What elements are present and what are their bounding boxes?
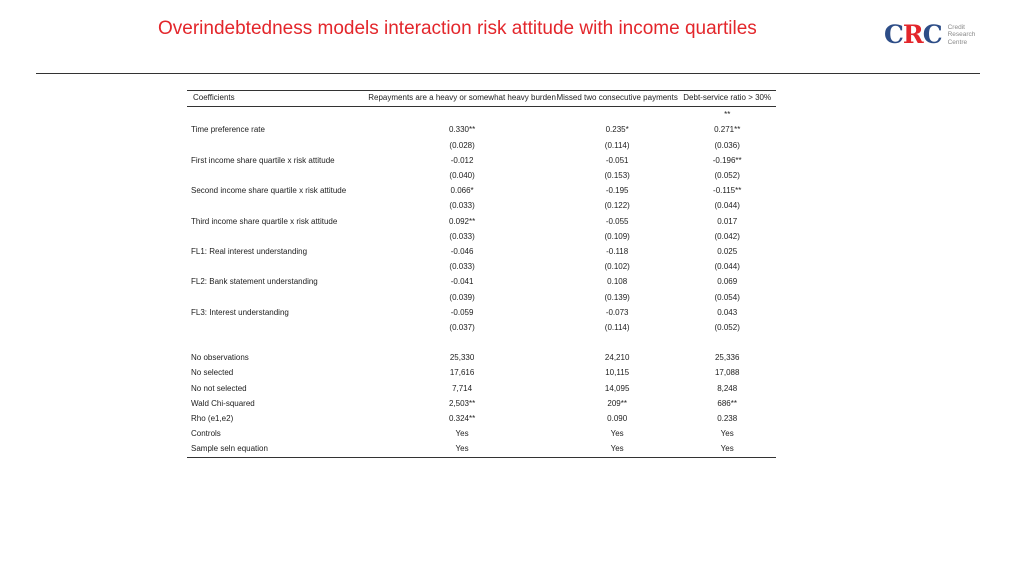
spacer-row bbox=[187, 335, 776, 350]
coefficient-row bbox=[187, 305, 776, 320]
table-cell: (0.109) bbox=[604, 231, 630, 241]
stats-row bbox=[187, 396, 776, 411]
row-label: Sample seln equation bbox=[187, 441, 368, 457]
row-label bbox=[187, 198, 368, 213]
coefficient-row bbox=[187, 122, 776, 137]
table-cell: 0.025 bbox=[717, 246, 738, 256]
stderr-row bbox=[187, 138, 776, 153]
table-cell: (0.122) bbox=[604, 201, 630, 211]
table-cell: (0.054) bbox=[714, 292, 740, 302]
row-label: No observations bbox=[191, 353, 249, 363]
table-cell: (0.033) bbox=[449, 231, 475, 241]
table-cell: Yes bbox=[455, 429, 469, 439]
table-cell: (0.102) bbox=[604, 262, 630, 272]
row-label bbox=[187, 107, 368, 123]
table-cell: (0.042) bbox=[714, 231, 740, 241]
table-cell: 0.108 bbox=[607, 277, 628, 287]
logo-letter-c2: C bbox=[922, 20, 942, 49]
stats-row bbox=[187, 441, 776, 457]
stars-row bbox=[187, 107, 776, 123]
table-cell: (0.039) bbox=[449, 292, 475, 302]
coefficient-row bbox=[187, 183, 776, 198]
stats-row bbox=[187, 350, 776, 365]
stderr-row bbox=[187, 168, 776, 183]
logo-letter-c1: C bbox=[884, 20, 903, 49]
table-cell: 14,095 bbox=[604, 383, 630, 393]
stats-row bbox=[187, 411, 776, 426]
table-cell: Yes bbox=[556, 441, 678, 457]
table-cell: (0.114) bbox=[604, 140, 630, 150]
table-cell: (0.044) bbox=[714, 262, 740, 272]
table-cell: 17,616 bbox=[449, 368, 475, 378]
table-cell: -0.051 bbox=[605, 155, 629, 165]
coefficient-row bbox=[187, 244, 776, 259]
table-cell: (0.044) bbox=[714, 201, 740, 211]
table-cell: (0.040) bbox=[449, 171, 475, 181]
table-cell: 0.017 bbox=[717, 216, 738, 226]
table-cell: 0.330** bbox=[448, 125, 476, 135]
stderr-row bbox=[187, 259, 776, 274]
slide-title: Overindebtedness models interaction risk attitude with income quartiles bbox=[158, 18, 757, 39]
header-heavy-burden: Repayments are a heavy or somewhat heavy burden bbox=[368, 91, 556, 107]
row-label bbox=[187, 168, 368, 183]
table-cell: 0.043 bbox=[717, 307, 738, 317]
title-divider bbox=[36, 73, 980, 74]
table-cell: -0.055 bbox=[605, 216, 629, 226]
table-cell: 0.066* bbox=[450, 186, 474, 196]
table-cell: Yes bbox=[368, 441, 556, 457]
table-cell: 209** bbox=[607, 398, 627, 408]
table-cell: 25,336 bbox=[714, 353, 740, 363]
header-coefficients: Coefficients bbox=[187, 91, 368, 107]
stderr-row bbox=[187, 320, 776, 335]
table-cell: 0.238 bbox=[717, 414, 738, 424]
row-label: Controls bbox=[191, 429, 221, 439]
table-cell: 0.092** bbox=[448, 216, 476, 226]
logo-sub-line: Centre bbox=[947, 38, 968, 46]
row-label bbox=[187, 320, 368, 335]
row-label: Wald Chi-squared bbox=[191, 398, 255, 408]
coefficient-row bbox=[187, 274, 776, 289]
row-label: Time preference rate bbox=[191, 125, 265, 135]
stderr-row bbox=[187, 289, 776, 304]
table-cell: -0.115** bbox=[713, 186, 742, 196]
spacer-cell bbox=[187, 335, 776, 350]
table-cell: 2,503** bbox=[448, 398, 476, 408]
logo-sub-line: Credit bbox=[947, 23, 965, 31]
table-cell: -0.012 bbox=[450, 155, 474, 165]
table-cell: 0.271** bbox=[714, 125, 741, 135]
table-cell: 0.235* bbox=[605, 125, 629, 135]
logo-letter-r: R bbox=[902, 20, 923, 49]
row-label: Second income share quartile x risk attitude bbox=[191, 186, 347, 196]
table-cell: 8,248 bbox=[717, 383, 738, 393]
row-label bbox=[187, 289, 368, 304]
coefficient-row bbox=[187, 153, 776, 168]
table-cell bbox=[556, 107, 678, 123]
table-cell: (0.052) bbox=[714, 322, 740, 332]
table-cell: -0.046 bbox=[450, 246, 474, 256]
table-cell: (0.033) bbox=[449, 262, 475, 272]
stats-row bbox=[187, 426, 776, 441]
table-cell: -0.041 bbox=[450, 277, 474, 287]
stderr-row bbox=[187, 229, 776, 244]
table-cell: 7,714 bbox=[452, 383, 473, 393]
table-cell: -0.118 bbox=[606, 246, 629, 256]
table-cell: 25,330 bbox=[449, 353, 475, 363]
table-cell: ** bbox=[724, 110, 731, 120]
table-cell: 0.090 bbox=[607, 414, 628, 424]
stats-row bbox=[187, 381, 776, 396]
row-label: FL2: Bank statement understanding bbox=[191, 277, 318, 287]
table-cell: (0.037) bbox=[449, 322, 475, 332]
table-cell: Yes bbox=[610, 429, 624, 439]
row-label: No not selected bbox=[191, 383, 247, 393]
table-cell: (0.033) bbox=[449, 201, 475, 211]
table-cell: (0.052) bbox=[714, 171, 740, 181]
row-label: Rho (e1,e2) bbox=[191, 414, 234, 424]
row-label bbox=[187, 259, 368, 274]
header-debt-service: Debt-service ratio > 30% bbox=[678, 91, 776, 107]
table-cell: (0.028) bbox=[449, 140, 475, 150]
table-cell: 24,210 bbox=[604, 353, 630, 363]
row-label: FL1: Real interest understanding bbox=[191, 246, 308, 256]
logo-subtitle bbox=[948, 24, 976, 47]
table-cell: (0.153) bbox=[604, 171, 630, 181]
row-label bbox=[187, 229, 368, 244]
table-cell: 10,115 bbox=[605, 368, 630, 378]
row-label: No selected bbox=[191, 368, 234, 378]
table-cell: (0.036) bbox=[714, 140, 740, 150]
table-cell: -0.073 bbox=[605, 307, 629, 317]
table-cell: (0.114) bbox=[604, 322, 630, 332]
table-cell: 686** bbox=[717, 398, 737, 408]
table-cell: -0.195 bbox=[605, 186, 629, 196]
table-cell: -0.196** bbox=[712, 155, 742, 165]
logo-sub-line: Research bbox=[947, 31, 976, 39]
table-cell: 17,088 bbox=[714, 368, 740, 378]
regression-table bbox=[187, 90, 776, 458]
stats-row bbox=[187, 365, 776, 380]
table-cell: (0.139) bbox=[604, 292, 630, 302]
table-cell: Yes bbox=[678, 441, 776, 457]
row-label: FL3: Interest understanding bbox=[191, 307, 289, 317]
logo-mark bbox=[884, 22, 942, 48]
row-label: Third income share quartile x risk attitude bbox=[191, 216, 338, 226]
row-label bbox=[187, 138, 368, 153]
table-cell: -0.059 bbox=[450, 307, 474, 317]
table-cell: 0.324** bbox=[448, 414, 476, 424]
table-cell: 0.069 bbox=[717, 277, 738, 287]
table-header-row bbox=[187, 91, 776, 107]
table-cell: Yes bbox=[720, 429, 734, 439]
header-missed-payments: Missed two consecutive payments bbox=[556, 91, 678, 107]
row-label: First income share quartile x risk attitude bbox=[191, 155, 335, 165]
crc-logo bbox=[884, 22, 975, 48]
table-cell bbox=[368, 107, 556, 123]
stderr-row bbox=[187, 198, 776, 213]
coefficient-row bbox=[187, 214, 776, 229]
